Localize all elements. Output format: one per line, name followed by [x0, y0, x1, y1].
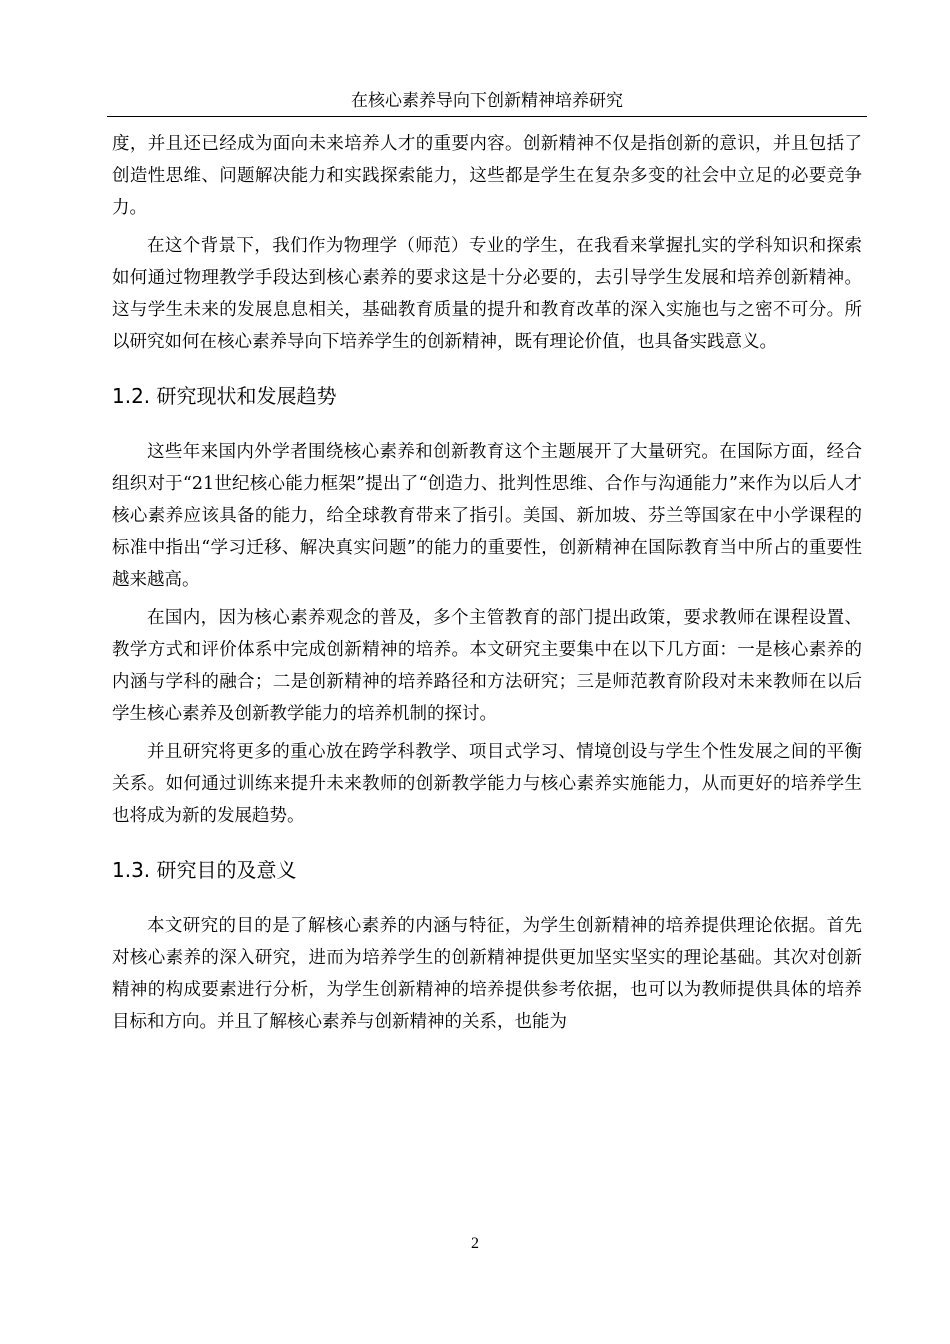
section-heading-1-3: 1.3. 研究目的及意义	[112, 858, 297, 882]
paragraph: 在国内，因为核心素养观念的普及，多个主管教育的部门提出政策，要求教师在课程设置、教学方式和评价体系中完成创新精神的培养。本文研究主要集中在以下几方面：一是核心素养的内涵与学科的融合；二是创新精神的培养路径和方法研究；三是师范教育阶段对未来教师在以后学生核心素养及创新教学能力的培养机制的探讨。	[112, 608, 862, 724]
paragraph: 本文研究的目的是了解核心素养的内涵与特征，为学生创新精神的培养提供理论依据。首先对核心素养的深入研究，进而为培养学生的创新精神提供更加坚实坚实的理论基础。其次对创新精神的构成要素进行分析，为学生创新精神的培养提供参考依据，也可以为教师提供具体的培养目标和方向。并且了解核心素养与创新精神的关系，也能为	[112, 916, 862, 1032]
section-heading-1-2: 1.2. 研究现状和发展趋势	[112, 384, 337, 408]
paragraph: 并且研究将更多的重心放在跨学科教学、项目式学习、情境创设与学生个性发展之间的平衡关系。如何通过训练来提升未来教师的创新教学能力与核心素养实施能力，从而更好的培养学生也将成为新的发展趋势。	[112, 742, 862, 826]
paragraph-continued: 度，并且还已经成为面向未来培养人才的重要内容。创新精神不仅是指创新的意识，并且包括了创造性思维、问题解决能力和实践探索能力，这些都是学生在复杂多变的社会中立足的必要竞争力。	[112, 134, 862, 218]
header-divider	[107, 116, 867, 117]
paragraph: 在这个背景下，我们作为物理学（师范）专业的学生，在我看来掌握扎实的学科知识和探索如何通过物理教学手段达到核心素养的要求这是十分必要的，去引导学生发展和培养创新精神。这与学生未来的发展息息相关，基础教育质量的提升和教育改革的深入实施也与之密不可分。所以研究如何在核心素养导向下培养学生的创新精神，既有理论价值，也具备实践意义。	[112, 236, 862, 352]
page-number: 2	[471, 1235, 479, 1252]
paragraph: 这些年来国内外学者围绕核心素养和创新教育这个主题展开了大量研究。在国际方面，经合组织对于“21世纪核心能力框架”提出了“创造力、批判性思维、合作与沟通能力”来作为以后人才核心素养应该具备的能力，给全球教育带来了指引。美国、新加坡、芬兰等国家在中小学课程的标准中指出“学习迁移、解决真实问题”的能力的重要性，创新精神在国际教育当中所占的重要性越来越高。	[112, 442, 862, 590]
document-body	[112, 128, 862, 1044]
running-header: 在核心素养导向下创新精神培养研究	[351, 91, 623, 111]
